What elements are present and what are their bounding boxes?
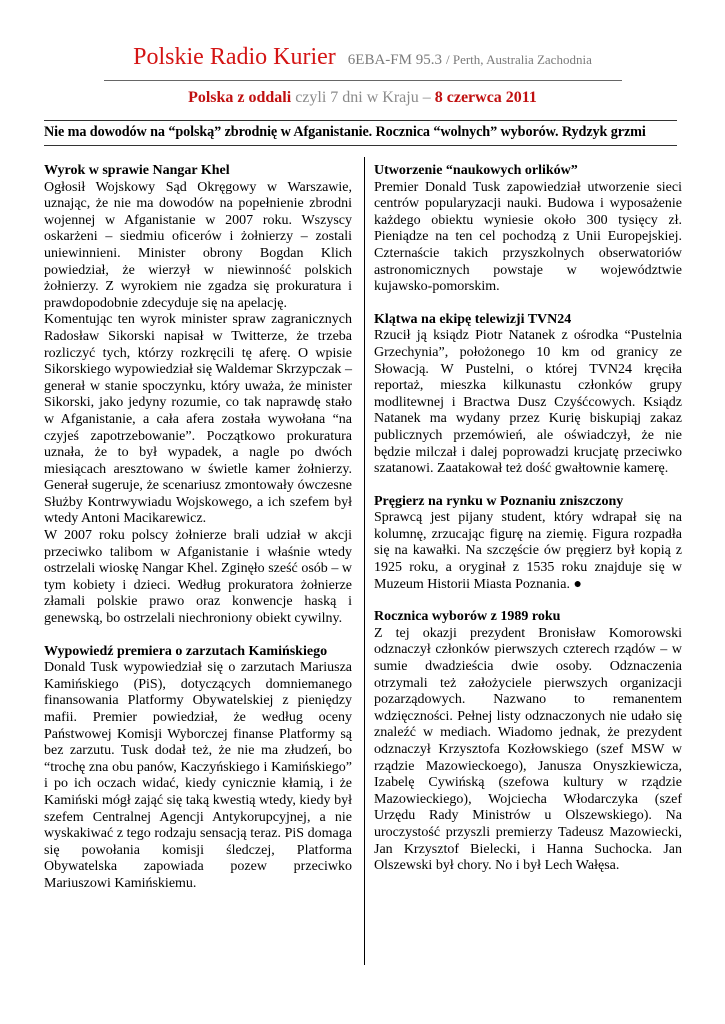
headline-divider: [44, 145, 677, 146]
masthead-title: Polskie Radio Kurier: [133, 44, 336, 70]
article-paragraph: Z tej okazji prezydent Bronisław Komorowski odznaczył członków pierwszych czterech rządów – w sumie dwadzieścia dwie osoby. Odznaczenia otrzymali też założyciele pierwszych organizacji pozarządowych. Nazwano to remanentem wdzięczności. Pełnej listy odznaczonych nie udało się znaleźć w mediach. Wiadomo jednak, że prezydent odznaczył Krzysztofa Kozłowskiego (szef MSW w rządzie Mazowieckoego), Janusza Onyszkiewicza, Izabelę Cywińską (szefowa kultury w rządzie Mazowieckiego), Wojciecha Włodarczyka (szef Urzędu Rady Ministrów u Olszewskiego). Na uroczystość przyszli premierzy Tadeusz Mazowiecki, Jan Krzysztof Bielecki, i Hanna Suchocka. Jan Olszewski był chory. No i był Lech Wałęsa.: [374, 625, 682, 874]
article: [374, 609, 682, 875]
masthead-location: / Perth, Australia Zachodnia: [445, 52, 592, 67]
article-paragraph: Premier Donald Tusk zapowiedział utworzenie sieci centrów popularyzacji nauki. Budowa i wyposażenie każdego obiektu wyniesie około 300 tysięcy zł. Pieniądze na ten cel pochodzą z Unii Europejskiej. Czternaście takich przyszkolnych obserwatoriów astronomicznych powstaje w województwie kujawsko-pomorskim.: [374, 179, 682, 295]
article-title: Utworzenie “naukowych orlików”: [374, 163, 578, 178]
article: [374, 163, 682, 296]
article-paragraph: Komentując ten wyrok minister spraw zagranicznych Radosław Sikorski napisał w Twitterze, że trzeba rozliczyć tych, którzy rozkręcili tę aferę. O wpisie Sikorskiego wypowiedział się Waldemar Skrzypczak – generał w stanie spoczynku, który uważa, że minister Sikorski, jako jedyny rozumie, co tak naprawdę stało w Afganistanie, a cała afera została wywołana “na czyjeś zapotrzebowanie”. Początkowo prokuratura uznała, że to był wypadek, a nagle po dwóch miesiącach aresztowano w świetle kamer żołnierzy. Generał sugeruje, że scenariusz zmontowały ówczesne Służby Kontrwywiadu Wojskowego, a ich szefem był wtedy Antoni Macikarewicz.: [44, 312, 352, 527]
article-paragraph: Ogłosił Wojskowy Sąd Okręgowy w Warszawie, uznając, że nie ma dowodów na popełnienie zbrodni wojennej w Afganistanie w 2007 roku. Wszyscy oskarżeni – siedmiu oficerów i żołnierzy – zostali uniewinnieni. Minister obrony Bogdan Klich powiedział, że wierzył w niewinność polskich żołnierzy. Z wyrokiem nie zgadza się prokuratura i prawdopodobnie zdecyduje się na apelację.: [44, 179, 352, 311]
column-divider: [364, 157, 365, 965]
masthead: [0, 44, 725, 71]
dateline-middle: czyli 7 dni w Kraju –: [295, 89, 431, 106]
article-paragraph: Sprawcą jest pijany student, który wdrapał się na kolumnę, zrzucając figurę na ziemię. Figura rozpadła się na kawałki. Na szczęście ów pręgierz był kopią z 1925 roku, a oryginał z 1535 roku znajduje się w Muzeum Historii Miasta Poznania. ●: [374, 510, 682, 592]
article-title: Wypowiedź premiera o zarzutach Kamińskiego: [44, 643, 328, 659]
dateline-divider: [44, 120, 677, 121]
article-title: Klątwa na ekipę telewizji TVN24: [374, 311, 572, 327]
article-paragraph: Donald Tusk wypowiedział się o zarzutach Mariusza Kamińskiego (PiS), dotyczących domniemanego finansowania Platformy Obywatelskiej z pieniędzy mafii. Premier powiedział, że według oceny Państwowej Komisji Wyborczej finanse Platformy są bez zarzutu. Tusk dodał też, że nie ma złudzeń, bo “trochę zna obu panów, Kaczyńskiego i Kamińskiego” i po ich oczach widać, kiedy cynicznie kłamią, i że Kamiński mógł zająć się taką kwestią wtedy, kiedy był szefem Centralnej Agencji Antykorupcyjnej, a nie wyskakiwać z tego rodzaju sensacją teraz. PiS domaga się powołania komisji śledczej, Platforma Obywatelska zapowiada pozew przeciwko Mariuszowi Kamińskiemu.: [44, 660, 352, 891]
right-column: [374, 163, 682, 891]
left-column: [44, 163, 352, 909]
dateline-prefix: Polska z oddali: [188, 89, 292, 106]
article: [374, 312, 682, 478]
article: [44, 163, 352, 628]
article-title: Rocznica wyborów z 1989 roku: [374, 609, 561, 625]
masthead-station: 6EBA-FM 95.3: [347, 52, 442, 68]
article: [374, 494, 682, 594]
article: [44, 644, 352, 893]
article-paragraph: W 2007 roku polscy żołnierze brali udział w akcji przeciwko talibom w Afganistanie i właśnie wtedy ostrzelali wioskę Nangar Khel. Zginęło sześć osób – w tym kobiety i dzieci. Według prokuratora żołnierze złamali polskie prawo oraz konwencje haską i genewską, bo ostrzelali niechroniony obiekt cywilny.: [44, 528, 352, 627]
article-title: Wyrok w sprawie Nangar Khel: [44, 163, 230, 178]
masthead-divider: [104, 80, 622, 81]
article-title: Pręgierz na rynku w Poznaniu zniszczony: [374, 493, 624, 509]
dateline-date: 8 czerwca 2011: [434, 89, 537, 106]
article-paragraph: Rzucił ją ksiądz Piotr Natanek z ośrodka “Pustelnia Grzechynia”, położonego 10 km od granicy ze Słowacją. W Pustelni, o której TVN24 kręciła reportaż, mieszka kilkunastu członków grupy modlitewnej i Bractwa Dusz Czyśćcowych. Ksiądz Natanek ma wydany przez Kurię biskupiąj zakaz publicznych przemówień, ale oświadczył, że nie będzie milczał i dalej poprowadzi krucjatę przeciwko szatanowi. Zaatakował też dość gwałtownie kamerę.: [374, 328, 682, 477]
dateline: [0, 89, 725, 107]
headline: Nie ma dowodów na “polską” zbrodnię w Afganistanie. Rocznica “wolnych” wyborów. Rydzyk grzmi: [44, 124, 646, 140]
